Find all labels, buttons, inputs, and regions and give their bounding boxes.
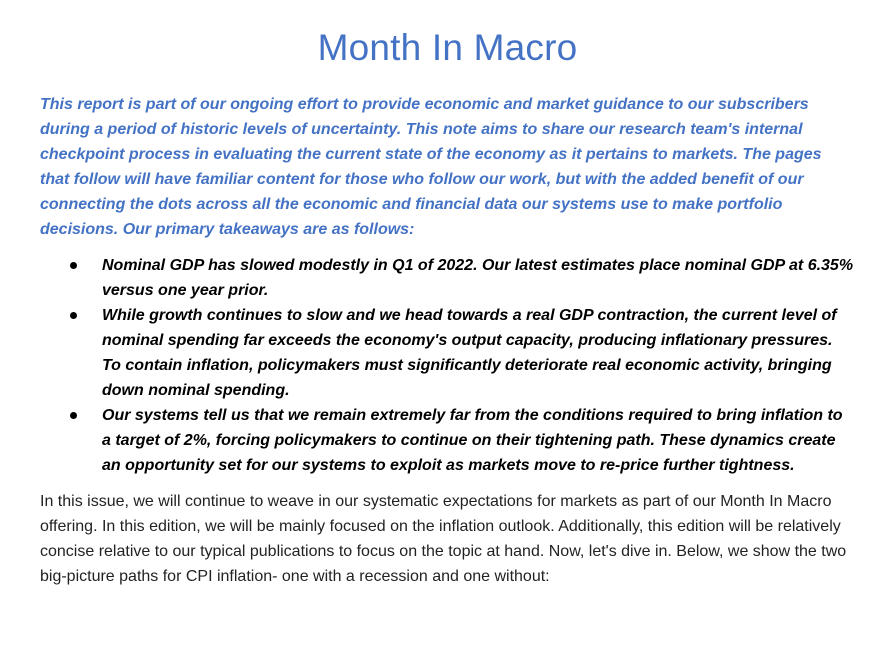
- takeaway-item: [40, 253, 855, 303]
- intro-paragraph: This report is part of our ongoing effort to provide economic and market guidance to our subscribers during a period of historic levels of uncertainty. This note aims to share our research team's internal checkpoint process in evaluating the current state of the economy as it pertains to markets. The pages that follow will have familiar content for those who follow our work, but with the added benefit of our connecting the dots across all the economic and financial data our systems use to make portfolio decisions. Our primary takeaways are as follows:: [40, 96, 822, 238]
- bullet-icon: [70, 262, 77, 269]
- takeaway-text: Our systems tell us that we remain extremely far from the conditions required to bring inflation to a target of 2%, forcing policymakers to continue on their tightening path. These dynamics create an opportunity set for our systems to exploit as markets move to re-price further tightness.: [102, 407, 843, 474]
- bullet-icon: [70, 312, 77, 319]
- takeaway-item: [40, 303, 855, 403]
- takeaway-text: Nominal GDP has slowed modestly in Q1 of 2022. Our latest estimates place nominal GDP at 6.35% versus one year prior.: [102, 257, 854, 299]
- bullet-icon: [70, 412, 77, 419]
- document-title: Month In Macro: [317, 27, 578, 68]
- takeaways-list: [40, 253, 855, 478]
- takeaway-item: [40, 403, 855, 478]
- body-paragraph: In this issue, we will continue to weave in our systematic expectations for markets as part of our Month In Macro offering. In this edition, we will be mainly focused on the inflation outlook. Additionally, this edition will be relatively concise relative to our typical publications to focus on the topic at hand. Now, let's dive in. Below, we show the two big-picture paths for CPI inflation- one with a recession and one without:: [40, 493, 847, 585]
- takeaway-text: While growth continues to slow and we head towards a real GDP contraction, the current level of nominal spending far exceeds the economy's output capacity, producing inflationary pressures. To contain inflation, policymakers must significantly deteriorate real economic activity, bringing down nominal spending.: [102, 307, 837, 399]
